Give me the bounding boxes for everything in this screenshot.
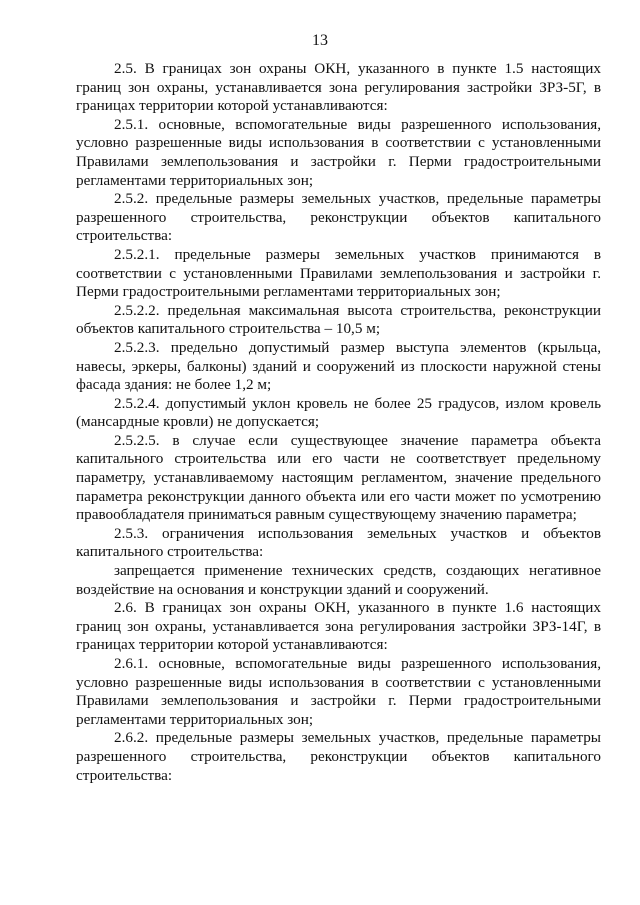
- page-number: 13: [312, 32, 328, 49]
- paragraph-2-5-2-4: 2.5.2.4. допустимый уклон кровель не более 25 градусов, излом кровель (мансардные кровли) не допускается;: [76, 394, 601, 431]
- paragraph-2-5-3: 2.5.3. ограничения использования земельных участков и объектов капитального строительства:: [76, 524, 601, 561]
- paragraph-2-5: 2.5. В границах зон охраны ОКН, указанного в пункте 1.5 настоящих границ зон охраны, устанавливается зона регулирования застройки ЗРЗ-5Г, в границах территории которой устанавливаются:: [76, 60, 601, 115]
- paragraph-2-5-1: 2.5.1. основные, вспомогательные виды разрешенного использования, условно разрешенные виды использования в соответствии с установленными Правилами землепользования и застройки г. Перми градостроительными регламентами территориальных зон;: [76, 115, 601, 189]
- paragraph-2-5-2-5: 2.5.2.5. в случае если существующее значение параметра объекта капитального строительства или его части не соответствует предельному параметру, устанавливаемому настоящим регламентом, значение предельного параметра реконструкции данного объекта или его части может по усмотрению правообладателя приниматься равным существующему значению параметра;: [76, 431, 601, 524]
- document-body: [76, 60, 601, 785]
- paragraph-2-5-2-1: 2.5.2.1. предельные размеры земельных участков принимаются в соответствии с установленными Правилами землепользования и застройки г. Перми градостроительными регламентами территориальных зон;: [76, 245, 601, 301]
- paragraph-2-6-1: 2.6.1. основные, вспомогательные виды разрешенного использования, условно разрешенные виды использования в соответствии с установленными Правилами землепользования и застройки г. Перми градостроительными регламентами территориальных зон;: [76, 655, 601, 728]
- paragraph-2-6-2: 2.6.2. предельные размеры земельных участков, предельные параметры разрешенного строительства, реконструкции объектов капитального строительства:: [76, 729, 601, 784]
- paragraph-2-5-3-restriction: запрещается применение технических средств, создающих негативное воздействие на основания и конструкции зданий и сооружений.: [76, 562, 601, 598]
- paragraph-2-5-2: 2.5.2. предельные размеры земельных участков, предельные параметры разрешенного строительства, реконструкции объектов капитального строительства:: [76, 190, 601, 245]
- paragraph-2-5-2-2: 2.5.2.2. предельная максимальная высота строительства, реконструкции объектов капитального строительства – 10,5 м;: [76, 301, 601, 338]
- paragraph-2-5-2-3: 2.5.2.3. предельно допустимый размер выступа элементов (крыльца, навесы, эркеры, балконы) зданий и сооружений из плоскости наружной стены фасада здания: не более 1,2 м;: [76, 338, 601, 394]
- paragraph-2-6: 2.6. В границах зон охраны ОКН, указанного в пункте 1.6 настоящих границ зон охраны, устанавливается зона регулирования застройки ЗРЗ-14Г, в границах территории которой устанавливаются:: [76, 599, 601, 654]
